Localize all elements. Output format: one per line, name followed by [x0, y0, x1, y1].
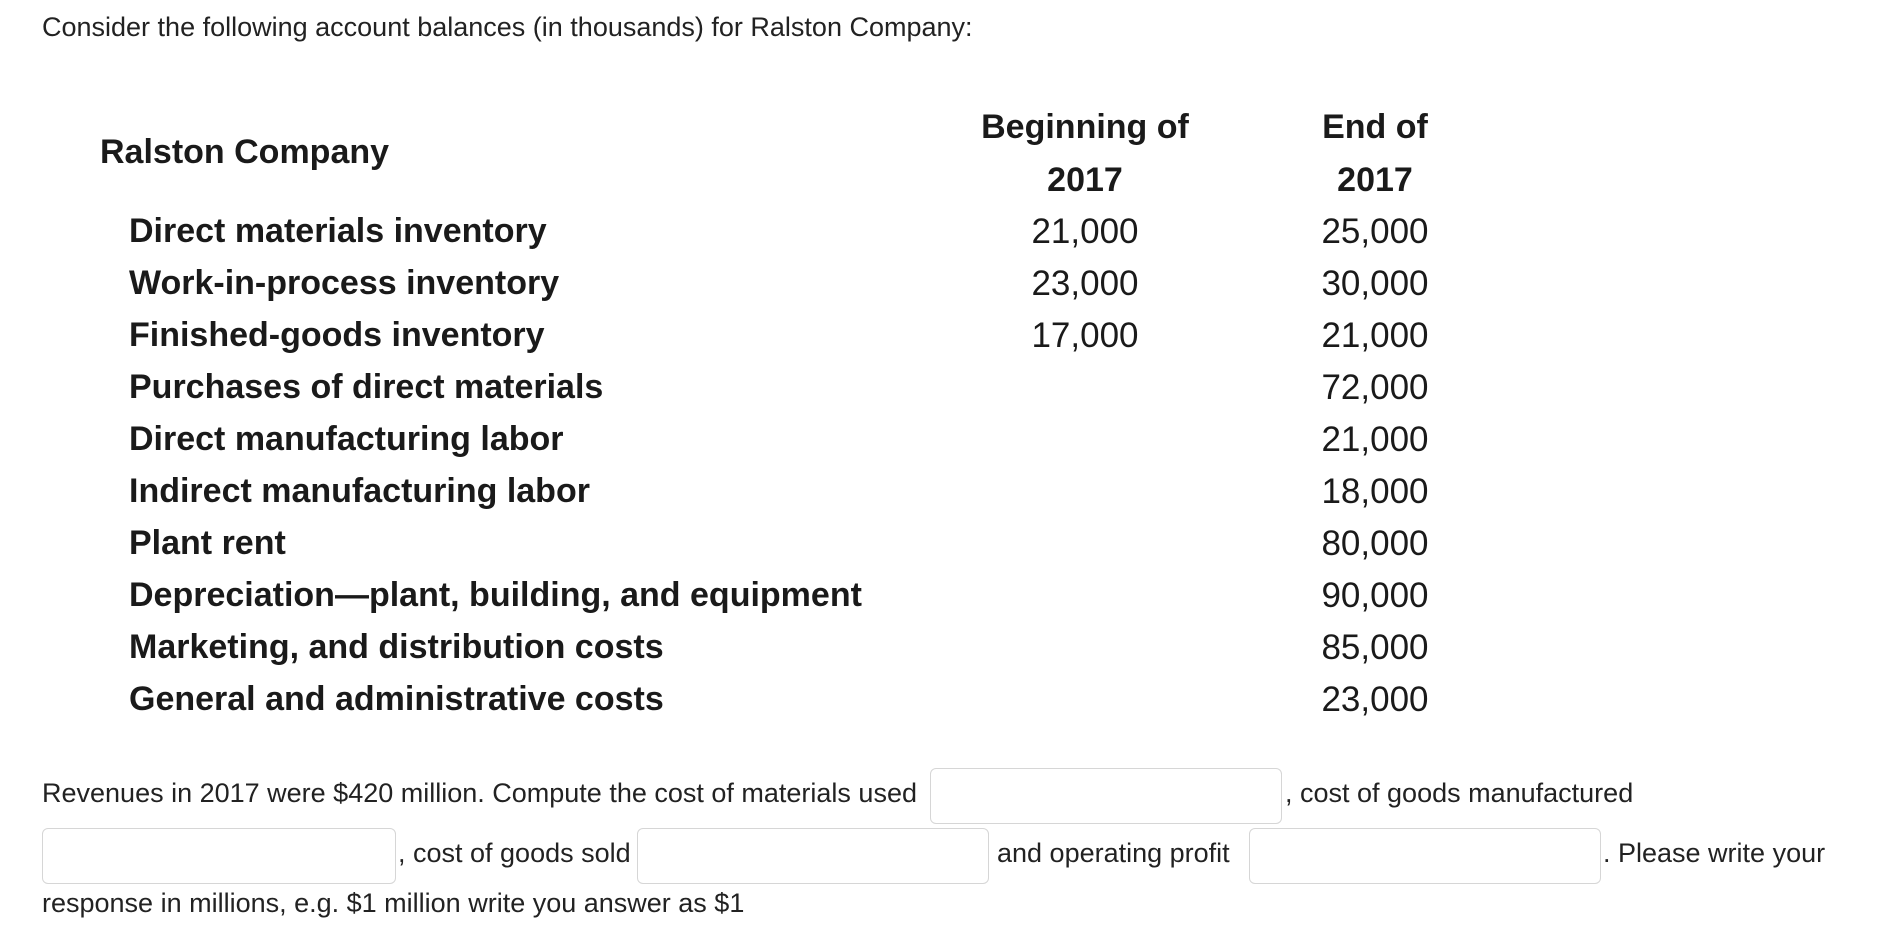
row-end-value: 21,000	[1321, 316, 1429, 355]
row-label: Purchases of direct materials	[129, 368, 604, 406]
cost-of-materials-used-input[interactable]	[930, 768, 1282, 824]
table-row	[0, 264, 1890, 316]
row-end-value: 30,000	[1321, 264, 1429, 303]
question-text-part6: response in millions, e.g. $1 million write you answer as $1	[42, 888, 745, 918]
column-header-beginning-line2: 2017	[1047, 161, 1123, 199]
table-row	[0, 316, 1890, 368]
table-row	[0, 680, 1890, 732]
row-label: Indirect manufacturing labor	[129, 472, 590, 510]
question-text-part2: , cost of goods manufactured	[1285, 778, 1634, 808]
row-end-value: 80,000	[1321, 524, 1429, 563]
table-row	[0, 212, 1890, 264]
table-company-heading: Ralston Company	[100, 133, 390, 171]
table-row	[0, 420, 1890, 472]
row-beginning-value: 23,000	[1031, 264, 1139, 303]
intro-text: Consider the following account balances (in thousands) for Ralston Company:	[42, 12, 973, 42]
row-label: Marketing, and distribution costs	[129, 628, 664, 666]
row-label: Finished-goods inventory	[129, 316, 545, 354]
row-label: Work-in-process inventory	[129, 264, 560, 302]
cost-of-goods-manufactured-input[interactable]	[42, 828, 396, 884]
row-end-value: 21,000	[1321, 420, 1429, 459]
question-text-part3: , cost of goods sold	[398, 838, 631, 868]
cost-of-goods-sold-input[interactable]	[637, 828, 989, 884]
table-row	[0, 576, 1890, 628]
operating-profit-input[interactable]	[1249, 828, 1601, 884]
table-row	[0, 472, 1890, 524]
row-beginning-value: 17,000	[1031, 316, 1139, 355]
row-label: Depreciation—plant, building, and equipment	[129, 576, 862, 614]
row-label: Direct manufacturing labor	[129, 420, 564, 458]
question-text-part5: . Please write your	[1603, 838, 1826, 868]
table-row	[0, 628, 1890, 680]
row-beginning-value: 21,000	[1031, 212, 1139, 251]
row-end-value: 90,000	[1321, 576, 1429, 615]
row-end-value: 72,000	[1321, 368, 1429, 407]
row-end-value: 18,000	[1321, 472, 1429, 511]
row-end-value: 85,000	[1321, 628, 1429, 667]
column-header-end-line2: 2017	[1337, 161, 1413, 199]
table-row	[0, 524, 1890, 576]
row-label: Plant rent	[129, 524, 286, 562]
row-label: Direct materials inventory	[129, 212, 547, 250]
table-row	[0, 368, 1890, 420]
row-end-value: 25,000	[1321, 212, 1429, 251]
row-end-value: 23,000	[1321, 680, 1429, 719]
column-header-beginning-line1: Beginning of	[981, 108, 1189, 146]
question-text-part4: and operating profit	[997, 838, 1230, 868]
question-text-part1: Revenues in 2017 were $420 million. Compute the cost of materials used	[42, 778, 917, 808]
row-label: General and administrative costs	[129, 680, 664, 718]
column-header-end-line1: End of	[1322, 108, 1428, 146]
